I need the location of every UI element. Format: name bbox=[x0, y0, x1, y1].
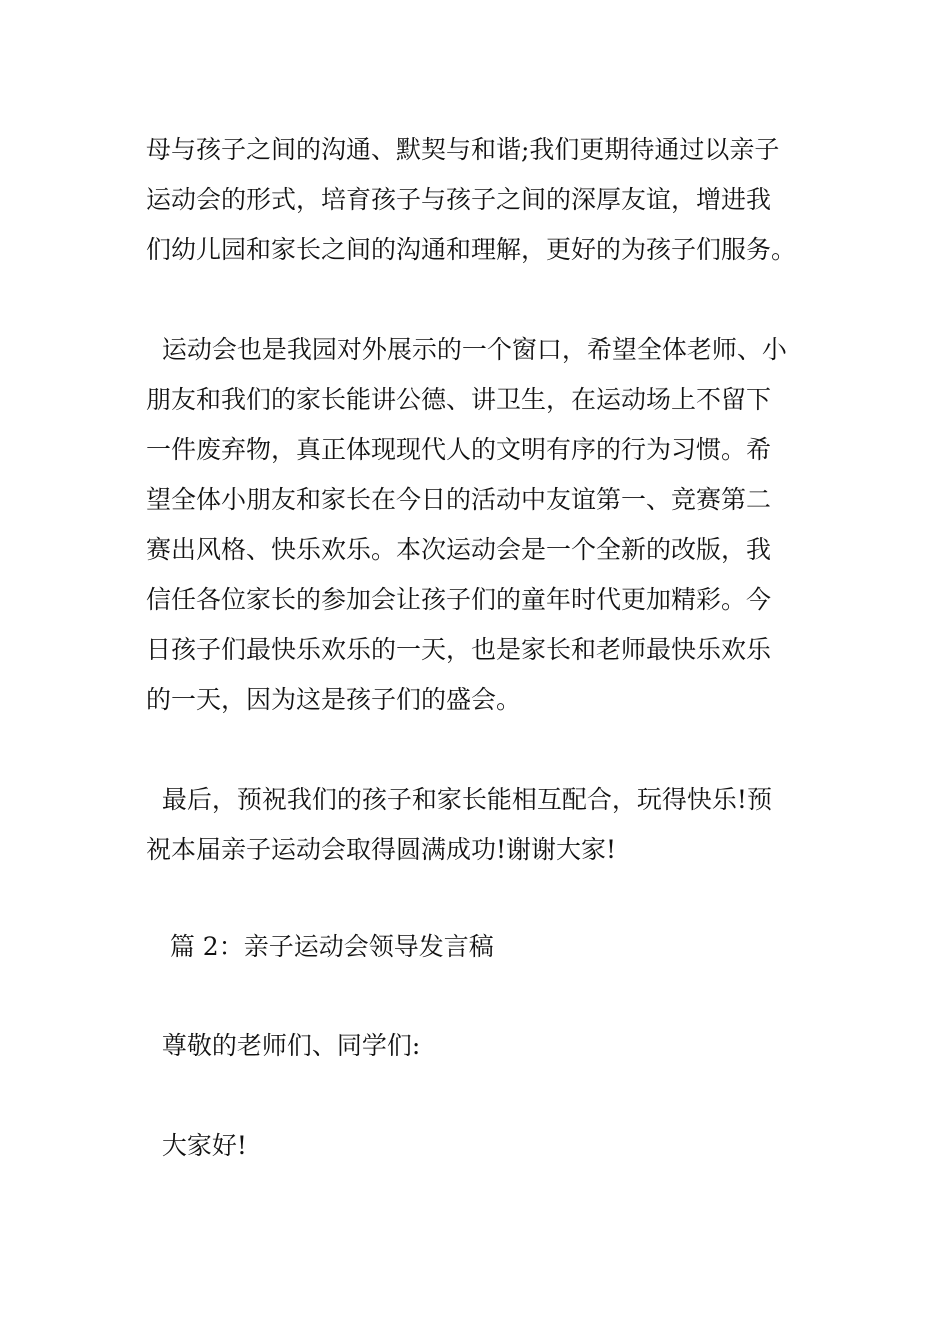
text-line: 信任各位家长的参加会让孩子们的童年时代更加精彩。今 bbox=[146, 585, 772, 614]
text-line: 祝本届亲子运动会取得圆满成功!谢谢大家! bbox=[146, 835, 617, 864]
text-line: 运动会的形式，培育孩子与孩子之间的深厚友谊，增进我 bbox=[146, 185, 772, 214]
paragraph-window-display bbox=[146, 325, 816, 725]
text-line: 尊敬的老师们、同学们: bbox=[146, 1031, 421, 1060]
text-line: 日孩子们最快乐欢乐的一天，也是家长和老师最快乐欢乐 bbox=[146, 635, 772, 664]
text-line: 母与孩子之间的沟通、默契与和谐;我们更期待通过以亲子 bbox=[146, 135, 780, 164]
greeting bbox=[146, 1121, 816, 1171]
paragraph-closing-intro bbox=[146, 125, 816, 275]
text-line: 最后，预祝我们的孩子和家长能相互配合，玩得快乐!预 bbox=[146, 785, 772, 814]
text-line: 赛出风格、快乐欢乐。本次运动会是一个全新的改版，我 bbox=[146, 535, 772, 564]
text-line: 大家好! bbox=[146, 1131, 247, 1160]
text-line: 望全体小朋友和家长在今日的活动中友谊第一、竞赛第二 bbox=[146, 485, 772, 514]
section-heading bbox=[146, 922, 816, 972]
text-line: 们幼儿园和家长之间的沟通和理解，更好的为孩子们服务。 bbox=[146, 235, 797, 264]
text-line: 的一天，因为这是孩子们的盛会。 bbox=[146, 685, 522, 714]
text-line: 朋友和我们的家长能讲公德、讲卫生，在运动场上不留下 bbox=[146, 385, 772, 414]
text-line: 一件废弃物，真正体现现代人的文明有序的行为习惯。希 bbox=[146, 435, 772, 464]
paragraph-wishes bbox=[146, 775, 816, 875]
heading-line: 篇 2：亲子运动会领导发言稿 bbox=[146, 932, 494, 961]
salutation bbox=[146, 1021, 816, 1071]
text-line: 运动会也是我园对外展示的一个窗口，希望全体老师、小 bbox=[146, 335, 787, 364]
